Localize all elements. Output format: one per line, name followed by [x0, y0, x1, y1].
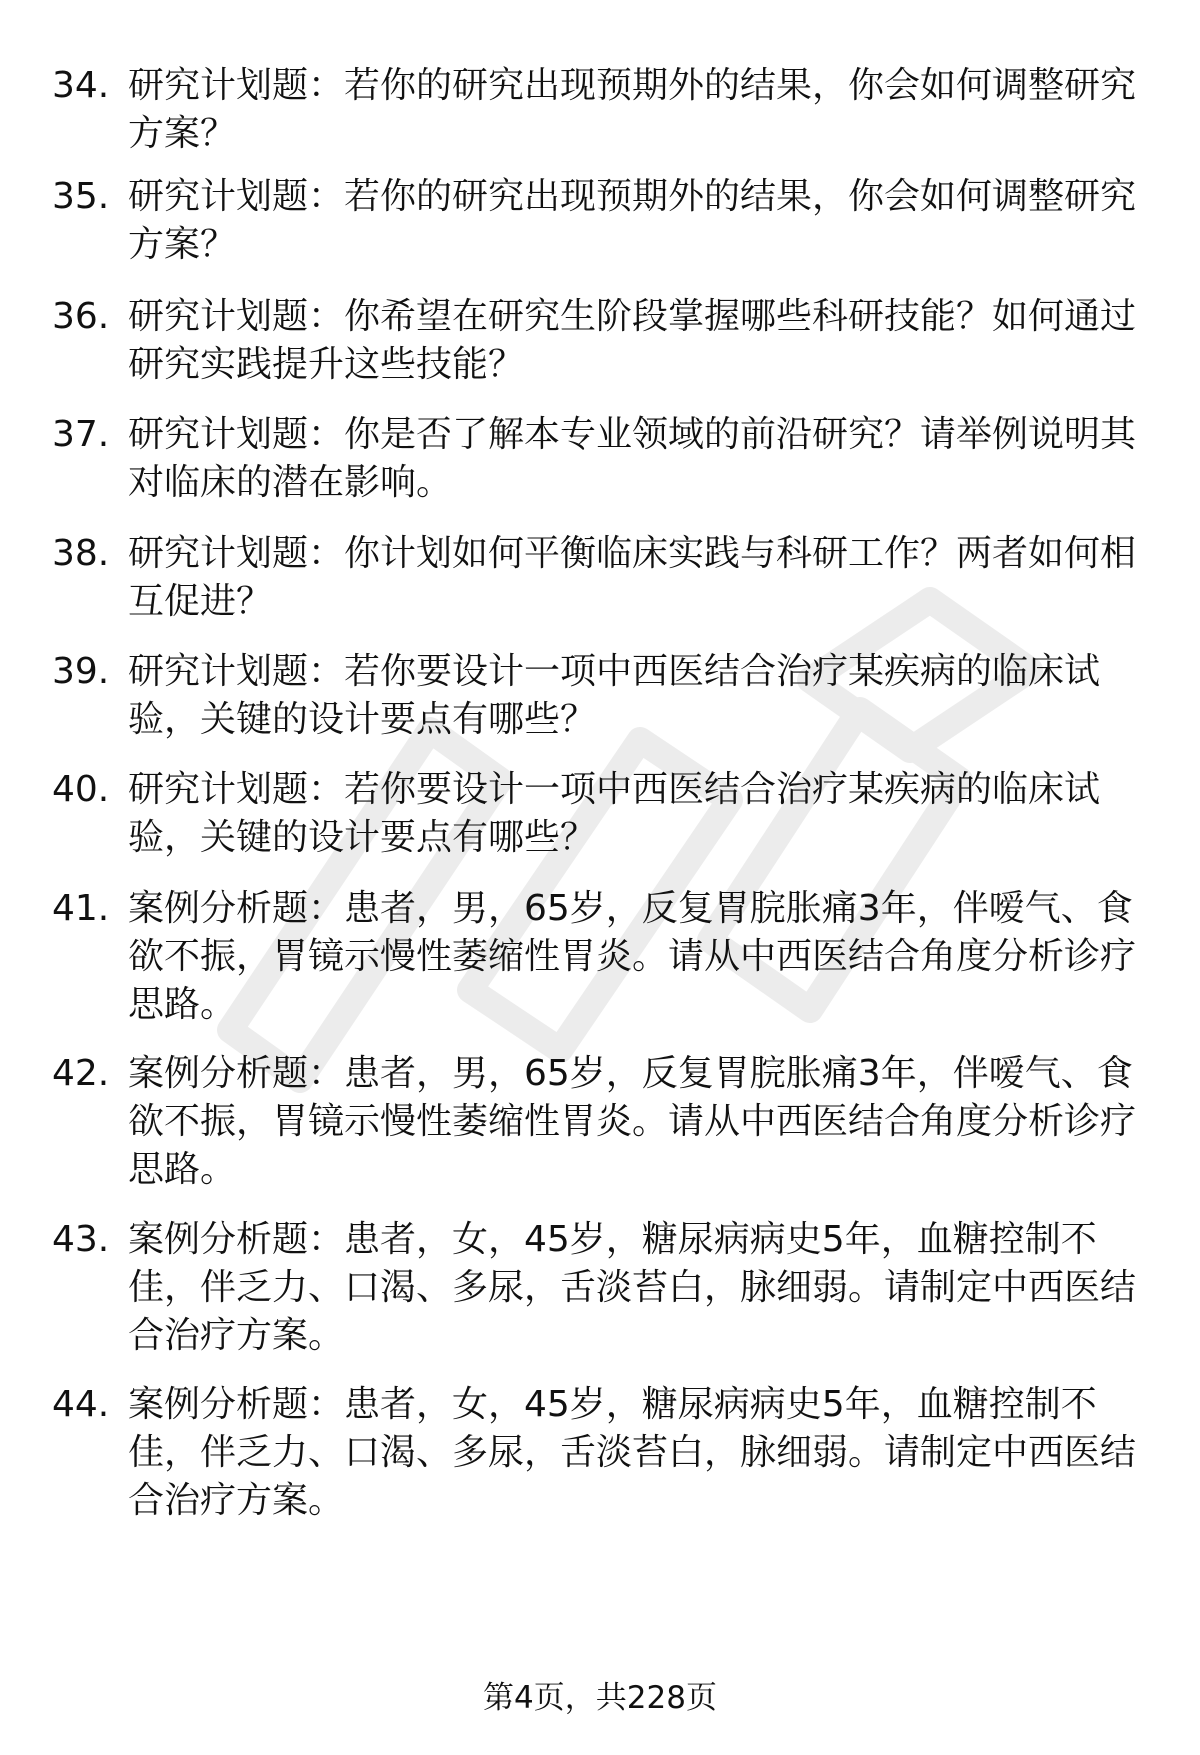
question-number: 41. [52, 888, 110, 929]
question-number: 37. [52, 414, 110, 455]
question-text: 案例分析题：患者，男，65岁，反复胃脘胀痛3年，伴嗳气、食 欲不振，胃镜示慢性萎缩性胃炎。请从中西医结合角度分析诊疗 思路。 [128, 888, 1137, 1025]
question-text: 研究计划题：若你的研究出现预期外的结果，你会如何调整研究 方案？ [128, 176, 1137, 265]
page-number-footer: 第4页，共228页 [483, 1680, 717, 1716]
question-text: 研究计划题：若你要设计一项中西医结合治疗某疾病的临床试 验，关键的设计要点有哪些？ [128, 769, 1101, 858]
question-text: 案例分析题：患者，女，45岁，糖尿病病史5年，血糖控制不 佳，伴乏力、口渴、多尿，舌淡苔白，脉细弱。请制定中西医结 合治疗方案。 [128, 1384, 1137, 1521]
question-number: 42. [52, 1053, 110, 1094]
question-number: 36. [52, 296, 110, 337]
question-number: 44. [52, 1384, 110, 1425]
question-text: 研究计划题：若你要设计一项中西医结合治疗某疾病的临床试 验，关键的设计要点有哪些？ [128, 651, 1101, 740]
question-text: 案例分析题：患者，男，65岁，反复胃脘胀痛3年，伴嗳气、食 欲不振，胃镜示慢性萎缩性胃炎。请从中西医结合角度分析诊疗 思路。 [128, 1053, 1137, 1190]
question-text: 研究计划题：你是否了解本专业领域的前沿研究？请举例说明其 对临床的潜在影响。 [128, 414, 1137, 503]
question-number: 34. [52, 65, 110, 106]
question-number: 39. [52, 651, 110, 692]
question-number: 40. [52, 769, 110, 810]
question-number: 35. [52, 176, 110, 217]
question-number: 43. [52, 1219, 110, 1260]
question-number: 38. [52, 533, 110, 574]
question-text: 研究计划题：你计划如何平衡临床实践与科研工作？两者如何相 互促进？ [128, 533, 1137, 622]
question-text: 案例分析题：患者，女，45岁，糖尿病病史5年，血糖控制不 佳，伴乏力、口渴、多尿，舌淡苔白，脉细弱。请制定中西医结 合治疗方案。 [128, 1219, 1137, 1356]
question-text: 研究计划题：你希望在研究生阶段掌握哪些科研技能？如何通过 研究实践提升这些技能？ [128, 296, 1137, 385]
question-text: 研究计划题：若你的研究出现预期外的结果，你会如何调整研究 方案？ [128, 65, 1137, 154]
